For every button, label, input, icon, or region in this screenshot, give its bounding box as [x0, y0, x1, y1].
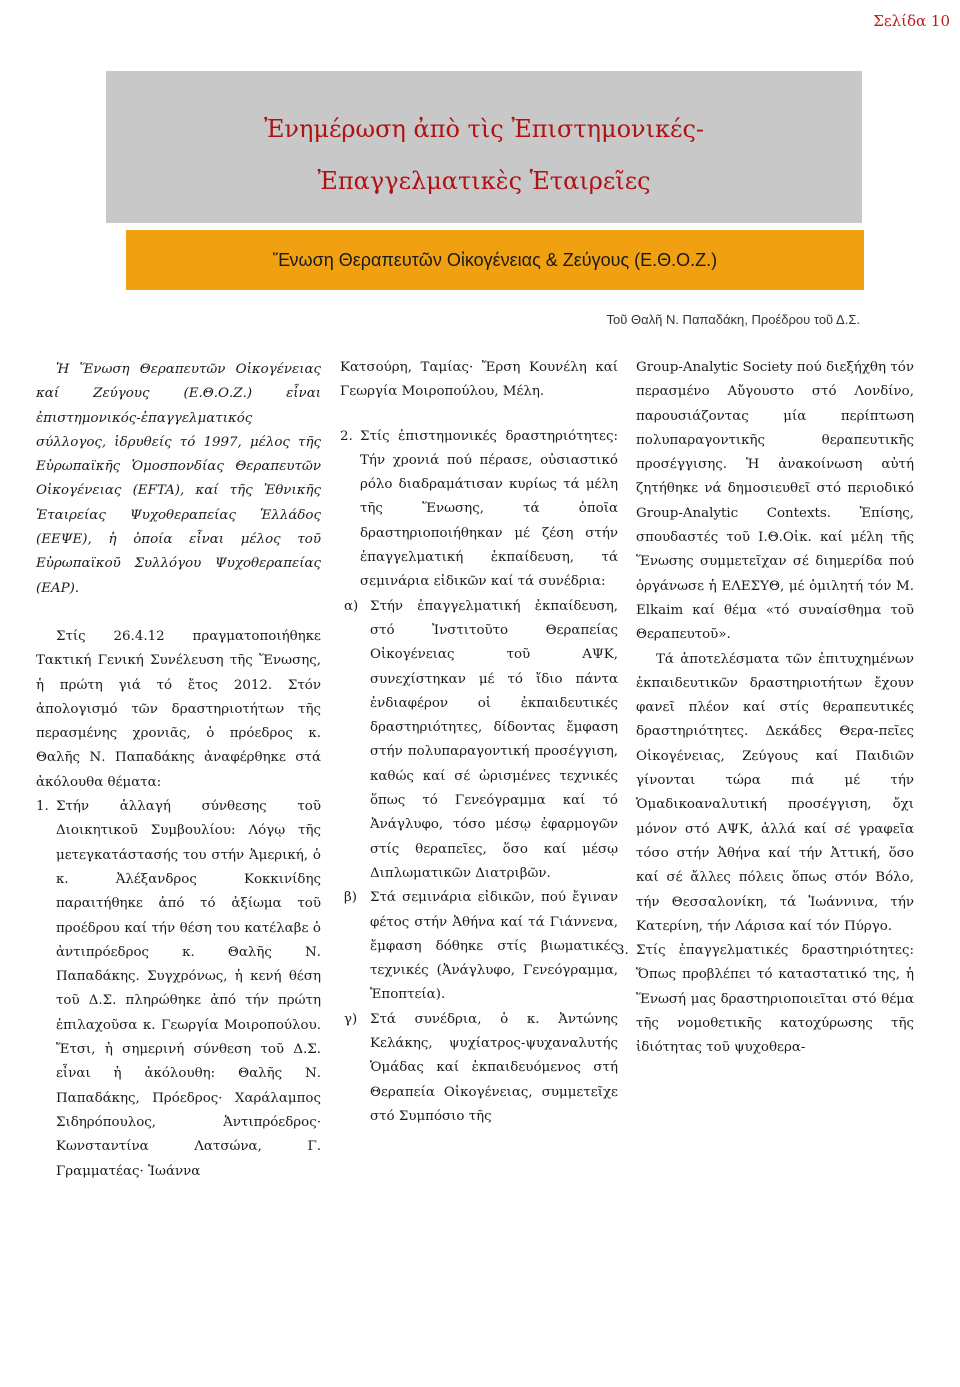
sub-list-item-marker: γ) [344, 1011, 358, 1027]
sub-list-item-text: Στά σεμινάρια εἰδικῶν, πού ἔγιναν φέτος στήν Ἀθήνα καί τά Γιάννενα, ἔμφαση δόθηκε στίς βιωματικές τεχνικές (Ἀνάγλυφο, Γενεόγραμμα, Ἐποπτεία). [370, 890, 618, 1003]
list-item-text: Στίς ἐπαγγελματικές δραστηριότητες: Ὅπως προβλέπει τό καταστατικό της, ἡ Ἕνωσή μας δραστηριοποιεῖται στό θέμα τῆς νομοθετικῆς κατοχύρωσης τῆς ἰδιότητας τοῦ ψυχοθερα- [636, 943, 914, 1056]
sub-list-item [340, 886, 618, 1007]
heading-line-1: Ἐνημέρωση ἀπὸ τὶς Ἐπιστημονικές- [263, 115, 705, 143]
list-item [340, 425, 618, 595]
results-paragraph: Τά ἀποτελέσματα τῶν ἐπιτυχημένων ἐκπαιδευτικῶν δραστηριοτήτων ἔχουν φανεῖ πλέον καί στίς θεραπευτικές δραστηριότητες. Δεκάδες Θερα-πεῖες Οἰκογένειας, Ζεύγους καί Παιδιῶν γίνονται τώρα πιά μέ τήν Ὁμαδικοαναλυτική προσέγγιση, ὄχι μόνον στό ΑΨΚ, ἀλλά καί σέ γραφεῖα τόσο στήν Ἀθήνα καί τήν Ἀττική, ὅσο καί σέ ἄλλες πόλεις ὅπως στόν Βόλο, τήν Θεσσαλονίκη, τά Ἰωάννινα, τήν Κατερίνη, τήν Λάρισα καί τόν Πύργο. [636, 651, 914, 934]
continued-paragraph: Group-Analytic Society πού διεξήχθη τόν περασμένο Αὔγουστο στό Λονδίνο, παρουσιάζοντας μία περίπτωση πολυπαραγοντικῆς θεραπευτικῆς προσέγγισης. Ἡ ἀνακοίνωση αὐτή ζητήθηκε νά δημοσιευθεῖ στό περιοδικό Group-Analytic Contexts. Ἐπίσης, σπουδαστές τοῦ Ι.Θ.Οἰκ. καί μέλη τῆς Ἕνωσης συμμετεῖχαν σέ διημερίδα πού ὀργάνωσε ἡ ΕΛΕΣΥΘ, μέ ὁμιλητή τόν Μ. Elkaim καί θέμα «τό συναίσθημα τοῦ Θεραπευτοῦ». [636, 360, 914, 643]
list-item [616, 939, 914, 1060]
column-middle [340, 356, 618, 1129]
heading-line-2: Ἐπαγγελματικὲς Ἑταιρεῖες [317, 167, 651, 195]
assembly-paragraph: Στίς 26.4.12 πραγματοποιήθηκε Τακτική Γενική Συνέλευση τῆς Ἕνωσης, ἡ πρώτη γιά τό ἔτος 2012. Στόν ἀπολογισμό τῶν δραστηριοτήτων τῆς περασμένης χρονιᾶς, ὁ πρόεδρος κ. Θαλῆς Ν. Παπαδάκης ἀναφέρθηκε στά ἀκόλουθα θέματα: [36, 628, 321, 790]
list-item [36, 795, 321, 1184]
sub-list-item-text: Στά συνέδρια, ὁ κ. Ἀντώνης Κελάκης, ψυχίατρος-ψυχαναλυτής Ὁμάδας καί ἐκπαιδευόμενος στή Θεραπεία Οἰκογένειας, συμμετεῖχε στό Συμπόσιο τῆς [370, 1011, 618, 1124]
article-title: Ἕνωση Θεραπευτῶν Οἰκογένειας & Ζεύγους (Ε.Θ.Ο.Ζ.) [272, 250, 718, 270]
section-heading [106, 71, 862, 223]
article-title-banner [126, 230, 864, 290]
sub-list-item-text: Στήν ἐπαγγελματική ἐκπαίδευση, στό Ἰνστιτοῦτο Θεραπείας Οἰκογένειας τοῦ ΑΨΚ, συνεχίστηκαν μέ τό ἴδιο πάντα ἐνδιαφέρον οἱ ἐκπαιδευτικές δραστηριότητες, δίδοντας ἔμφαση στήν πολυπαραγοντική προσέγγιση, καθώς καί σέ ὡρισμένες τεχνικές ὅπως τό Γενεόγραμμα καί τό Ἀνάγλυφο, τόσο μέσῳ ἐφαρμογῶν στίς θεραπεῖες, ὅσο καί μέσῳ Διπλωματικῶν Διατριβῶν. [370, 598, 618, 881]
list-item-text: Στίς ἐπιστημονικές δραστηριότητες: Τήν χρονιά πού πέρασε, οὐσιαστικό ρόλο διαδραμάτισαν κυρίως τά μέλη τῆς Ἕνωσης, τά ὁποῖα δραστηριοποιήθηκαν μέ ζέση στήν ἐπαγγελματική ἐκπαίδευση, τά σεμινάρια εἰδικῶν καί τά συνέδρια: [360, 428, 618, 590]
column-right [616, 356, 914, 1061]
list-item-number: 1. [36, 799, 49, 815]
sub-list-item [340, 1008, 618, 1129]
byline: Τοῦ Θαλῆ Ν. Παπαδάκη, Προέδρου τοῦ Δ.Σ. [606, 312, 860, 327]
list-item-text: Στήν ἀλλαγή σύνθεσης τοῦ Διοικητικοῦ Συμβουλίου: Λόγῳ τῆς μετεγκατάστασής του στήν Ἀμερική, ὁ κ. Ἀλέξανδρος Κοκκινίδης παραιτήθηκε ἀπό τό ἀξίωμα τοῦ προέδρου καί τήν θέση του κατέλαβε ὁ ἀντιπρόεδρος κ. Θαλῆς Ν. Παπαδάκης. Συγχρόνως, ἡ κενή θέση τοῦ Δ.Σ. πληρώθηκε ἀπό τήν πρώτη ἐπιλαχοῦσα κ. Γεωργία Μοιροπούλου. Ἔτσι, ἡ σημερινή σύνθεση τοῦ Δ.Σ. εἶναι ἡ ἀκόλουθη: Θαλῆς Ν. Παπαδάκης, Πρόεδρος· Χαράλαμπος Σιδηρόπουλος, Ἀντιπρόεδρος· Κωνσταντίνα Λατσώνα, Γ. Γραμματέας· Ἰωάννα [56, 799, 321, 1179]
list-item-number: 3. [616, 943, 629, 959]
continued-paragraph: Κατσούρη, Ταμίας· Ἔρση Κουνέλη καί Γεωργία Μοιροπούλου, Μέλη. [340, 360, 618, 400]
list-item-number: 2. [340, 428, 353, 444]
sub-list-item-marker: α) [344, 598, 359, 614]
intro-paragraph: Ἡ Ἕνωση Θεραπευτῶν Οἰκογένειας καί Ζεύγους (Ε.Θ.Ο.Ζ.) εἶναι ἐπιστημονικός-ἐπαγγελματικός σύλλογος, ἱδρυθείς τό 1997, μέλος τῆς Εὐρωπαϊκῆς Ὁμοσπονδίας Θεραπευτῶν Οἰκογένειας (EFTA), καί τῆς Ἐθνικῆς Ἑταιρείας Ψυχοθεραπείας Ἑλλάδος (ΕΕΨΕ), ἡ ὁποία εἶναι μέλος τοῦ Εὐρωπαϊκοῦ Συλλόγου Ψυχοθεραπείας (EAP). [36, 362, 321, 596]
page-number: Σελίδα 10 [873, 12, 950, 30]
sub-list-item-marker: β) [344, 890, 357, 906]
sub-list-item [340, 595, 618, 887]
column-left [36, 358, 321, 1184]
